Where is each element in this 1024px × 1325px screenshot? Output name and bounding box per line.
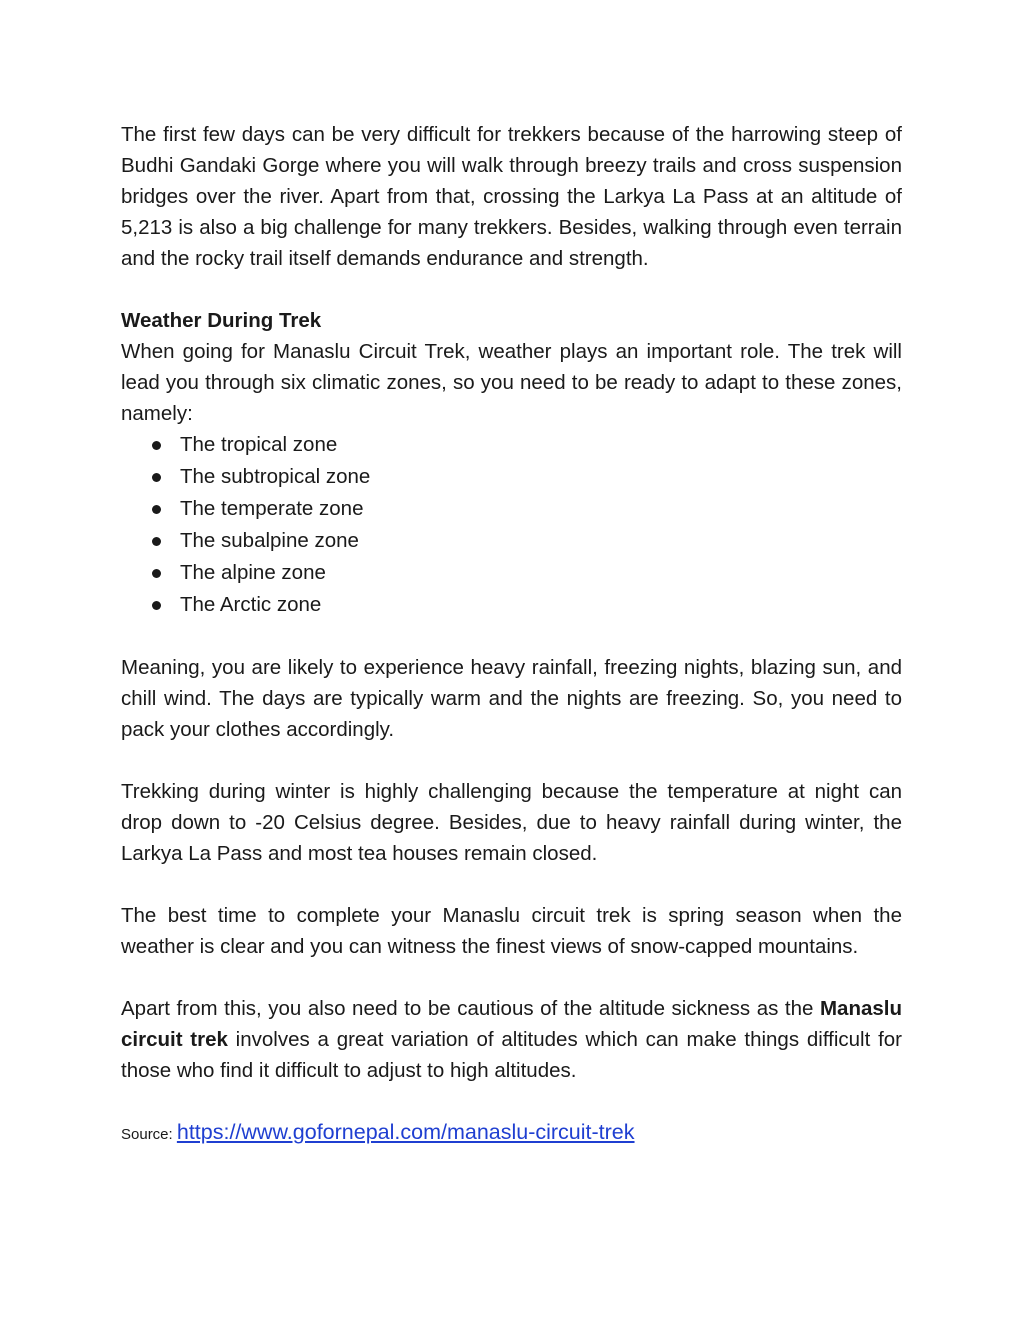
document-page	[121, 119, 902, 1150]
zone-label: The tropical zone	[180, 433, 338, 456]
bullet-icon	[152, 473, 161, 482]
best-time-paragraph: The best time to complete your Manaslu circuit trek is spring season when the weather is clear and you can witness the finest views of snow-capped mountains.	[121, 904, 902, 958]
weather-intro-paragraph: When going for Manaslu Circuit Trek, weather plays an important role. The trek will lead you through six climatic zones, so you need to be ready to adapt to these zones, namely:	[121, 340, 902, 425]
list-item	[121, 493, 902, 525]
source-label: Source:	[121, 1126, 177, 1143]
source-link[interactable]: https://www.gofornepal.com/manaslu-circuit-trek	[176, 1120, 635, 1144]
source-line	[121, 1117, 902, 1150]
bullet-icon	[152, 537, 161, 546]
list-item	[121, 557, 902, 589]
climatic-zones-list	[121, 429, 902, 621]
altitude-text-suffix: involves a great variation of altitudes which can make things difficult for those who find it difficult to adjust to high altitudes.	[121, 1028, 902, 1082]
altitude-paragraph	[121, 993, 902, 1086]
winter-paragraph: Trekking during winter is highly challenging because the temperature at night can drop down to -20 Celsius degree. Besides, due to heavy rainfall during winter, the Larkya La Pass and most tea houses remain closed.	[121, 780, 902, 865]
list-item	[121, 461, 902, 493]
intro-paragraph: The first few days can be very difficult for trekkers because of the harrowing steep of Budhi Gandaki Gorge where you will walk through breezy trails and cross suspension bridges over the river. Apart from that, crossing the Larkya La Pass at an altitude of 5,213 is also a big challenge for many trekkers. Besides, walking through even terrain and the rocky trail itself demands endurance and strength.	[121, 123, 902, 270]
weather-heading: Weather During Trek	[121, 309, 322, 332]
zone-label: The alpine zone	[180, 561, 326, 584]
bullet-icon	[152, 441, 161, 450]
zone-label: The temperate zone	[180, 497, 364, 520]
bullet-icon	[152, 505, 161, 514]
list-item	[121, 429, 902, 461]
meaning-paragraph: Meaning, you are likely to experience heavy rainfall, freezing nights, blazing sun, and chill wind. The days are typically warm and the nights are freezing. So, you need to pack your clothes accordingly.	[121, 656, 902, 741]
list-item	[121, 525, 902, 557]
bullet-icon	[152, 569, 161, 578]
altitude-text-prefix: Apart from this, you also need to be cautious of the altitude sickness as the	[121, 997, 820, 1020]
zone-label: The subtropical zone	[180, 465, 371, 488]
bullet-icon	[152, 601, 161, 610]
trek-name-bold: Manaslu circuit trek	[121, 997, 902, 1051]
list-item	[121, 589, 902, 621]
zone-label: The Arctic zone	[180, 593, 322, 616]
zone-label: The subalpine zone	[180, 529, 359, 552]
